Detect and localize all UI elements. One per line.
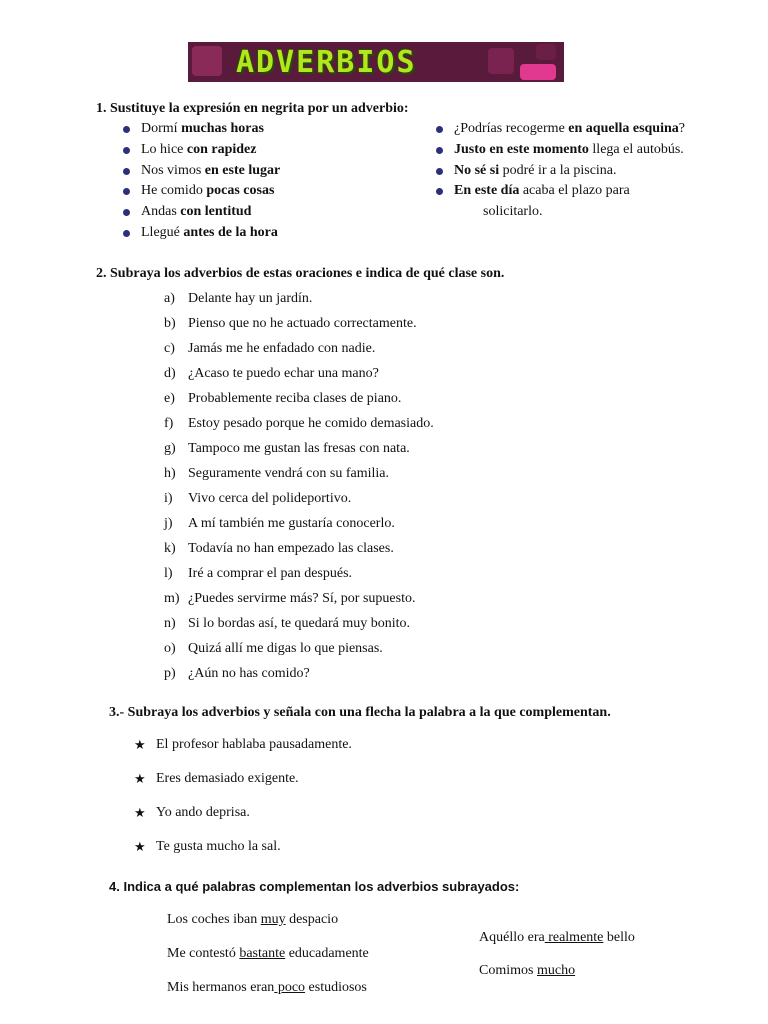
- bullet-icon: [436, 168, 443, 175]
- bullet-icon: [123, 126, 130, 133]
- section-4-heading: 4. Indica a qué palabras complementan los adverbios subrayados:: [109, 879, 520, 894]
- underlined-adverb: poco: [274, 980, 306, 995]
- list-item: Seguramente vendrá con su familia.: [188, 466, 389, 481]
- list-item: Llegué antes de la hora: [141, 225, 278, 240]
- banner-block: [488, 48, 514, 74]
- list-item: Todavía no han empezado las clases.: [188, 541, 394, 556]
- list-item: Si lo bordas así, te quedará muy bonito.: [188, 616, 411, 631]
- exercise-sentence: Me contestó bastante educadamente: [167, 946, 369, 961]
- list-item: Yo ando deprisa.: [156, 805, 250, 820]
- list-item-letter: m): [164, 591, 180, 606]
- list-item: Dormí muchas horas: [141, 121, 264, 136]
- list-item: ¿Podrías recogerme en aquella esquina?: [454, 121, 685, 136]
- bullet-icon: [123, 209, 130, 216]
- list-item-letter: d): [164, 366, 176, 381]
- list-item: Vivo cerca del polideportivo.: [188, 491, 352, 506]
- underlined-adverb: realmente: [544, 930, 604, 945]
- list-item: ¿Acaso te puedo echar una mano?: [188, 366, 379, 381]
- star-icon: ★: [134, 771, 146, 786]
- exercise-sentence: Aquéllo era realmente bello: [479, 930, 635, 945]
- bullet-icon: [436, 126, 443, 133]
- list-item-letter: b): [164, 316, 176, 331]
- banner-block: [520, 64, 556, 80]
- bullet-icon: [436, 147, 443, 154]
- list-item-letter: i): [164, 491, 173, 506]
- star-icon: ★: [134, 737, 146, 752]
- list-item: Justo en este momento llega el autobús.: [454, 142, 684, 157]
- list-item: Iré a comprar el pan después.: [188, 566, 353, 581]
- list-item-letter: c): [164, 341, 175, 356]
- section-1-heading: 1. Sustituye la expresión en negrita por un adverbio:: [96, 101, 409, 116]
- list-item: Te gusta mucho la sal.: [156, 839, 281, 854]
- list-item: Pienso que no he actuado correctamente.: [188, 316, 417, 331]
- list-item: Probablemente reciba clases de piano.: [188, 391, 402, 406]
- underlined-adverb: muy: [260, 912, 286, 927]
- list-item: Quizá allí me digas lo que piensas.: [188, 641, 383, 656]
- star-icon: ★: [134, 805, 146, 820]
- list-item-letter: a): [164, 291, 175, 306]
- underlined-adverb: bastante: [239, 946, 286, 961]
- banner-block: [536, 44, 556, 60]
- bullet-icon: [123, 230, 130, 237]
- star-icon: ★: [134, 839, 146, 854]
- list-item-letter: g): [164, 441, 176, 456]
- bullet-icon: [123, 188, 130, 195]
- list-item: Nos vimos en este lugar: [141, 163, 281, 178]
- list-item: No sé si podré ir a la piscina.: [454, 163, 617, 178]
- list-item-letter: f): [164, 416, 174, 431]
- exercise-sentence: Los coches iban muy despacio: [167, 912, 339, 927]
- bullet-icon: [123, 168, 130, 175]
- list-item: El profesor hablaba pausadamente.: [156, 737, 352, 752]
- list-item: ¿Aún no has comido?: [188, 666, 310, 681]
- list-item: Tampoco me gustan las fresas con nata.: [188, 441, 410, 456]
- list-item-letter: j): [164, 516, 173, 531]
- exercise-sentence: Mis hermanos eran poco estudiosos: [167, 980, 367, 995]
- list-item-letter: n): [164, 616, 176, 631]
- list-item-letter: e): [164, 391, 175, 406]
- list-item-letter: l): [164, 566, 173, 581]
- list-item-letter: o): [164, 641, 176, 656]
- list-item: Eres demasiado exigente.: [156, 771, 299, 786]
- section-3-heading: 3.- Subraya los adverbios y señala con una flecha la palabra a la que complementan.: [109, 705, 611, 720]
- exercise-sentence: Comimos mucho: [479, 963, 576, 978]
- list-item: En este día acaba el plazo para: [454, 183, 630, 198]
- title-banner: [188, 42, 564, 82]
- bullet-icon: [123, 147, 130, 154]
- list-item-letter: k): [164, 541, 176, 556]
- bullet-icon: [436, 188, 443, 195]
- list-item: ¿Puedes servirme más? Sí, por supuesto.: [188, 591, 416, 606]
- list-item-letter: p): [164, 666, 176, 681]
- banner-title: ADVERBIOS: [236, 45, 417, 80]
- list-item: Estoy pesado porque he comido demasiado.: [188, 416, 434, 431]
- list-item-continuation: solicitarlo.: [483, 204, 543, 219]
- section-2-heading: 2. Subraya los adverbios de estas oraciones e indica de qué clase son.: [96, 266, 505, 281]
- list-item: Andas con lentitud: [141, 204, 252, 219]
- underlined-adverb: mucho: [536, 963, 576, 978]
- list-item: A mí también me gustaría conocerlo.: [188, 516, 395, 531]
- list-item: Jamás me he enfadado con nadie.: [188, 341, 376, 356]
- list-item-letter: h): [164, 466, 176, 481]
- banner-block: [192, 46, 222, 76]
- list-item: He comido pocas cosas: [141, 183, 275, 198]
- list-item: Lo hice con rapidez: [141, 142, 257, 157]
- list-item: Delante hay un jardín.: [188, 291, 313, 306]
